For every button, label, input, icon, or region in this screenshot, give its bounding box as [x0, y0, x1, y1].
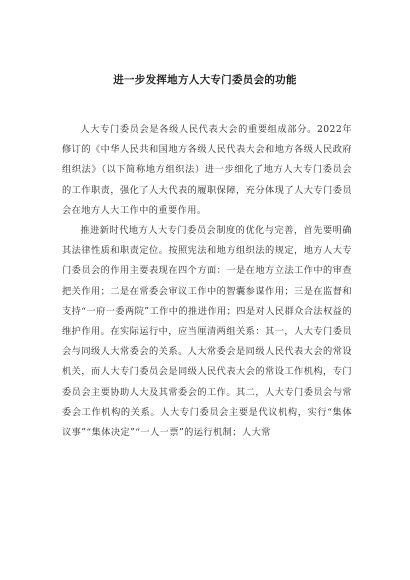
- paragraph: 推进新时代地方人大专门委员会制度的优化与完善，首先要明确其法律性质和职责定位。按照宪法和地方组织法的规定，地方人大专门委员会的作用主要表现在四个方面：一是在地方立法工作中的审查把关作用；二是在常委会审议工作中的智囊参谋作用；三是在监督和支持“一府一委两院”工作中的推进作用；四是对人民群众合法权益的维护作用。在实际运行中，应当厘清两组关系：其一，人大专门委员会与同级人大常委会的关系。人大常委会是同级人民代表大会的常设机关，而人大专门委员会是同级人民代表大会的常设工作机构，专门委员会主要协助人大及其常委会的工作。其二，人大专门委员会与常委会工作机构的关系。人大专门委员会主要是代议机构，实行“集体议事”“集体决定”“一人一票”的运行机制；人大常: [62, 225, 352, 439]
- document-title: 进一步发挥地方人大专门委员会的功能: [113, 74, 297, 86]
- paragraph: 人大专门委员会是各级人民代表大会的重要组成部分。2022年修订的《中华人民共和国地方各级人民代表大会和地方各级人民政府组织法》（以下简称地方组织法）进一步细化了地方人大专门委员会的工作职责，强化了人大代表的履职保障，充分体现了人大专门委员会在地方人大工作中的重要作用。: [62, 124, 352, 216]
- document-body: [62, 120, 352, 443]
